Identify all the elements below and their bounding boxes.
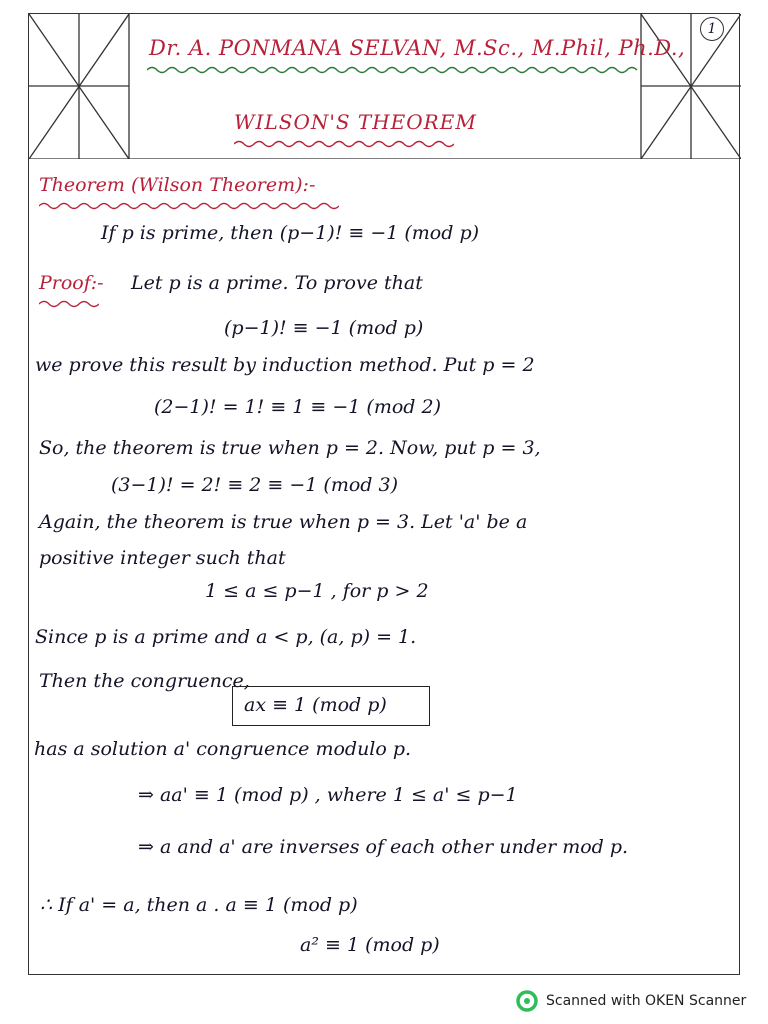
theorem-heading-underline: [39, 200, 339, 212]
line-has-solution: has a solution a' congruence modulo p.: [34, 738, 412, 760]
line-again: Again, the theorem is true when p = 3. Let 'a' be a: [39, 511, 528, 533]
title-underline: [234, 138, 454, 150]
line-since: Since p is a prime and a < p, (a, p) = 1.: [35, 626, 417, 648]
document-title: WILSON'S THEOREM: [234, 110, 477, 134]
equation-range: 1 ≤ a ≤ p−1 , for p > 2: [205, 580, 429, 602]
equation-p3: (3−1)! = 2! ≡ 2 ≡ −1 (mod 3): [111, 474, 398, 496]
line-so: So, the theorem is true when p = 2. Now, put p = 3,: [39, 437, 541, 459]
proof-label: Proof:-: [39, 272, 104, 294]
notebook-page: [28, 13, 740, 975]
equation-implies-2: ⇒ a and a' are inverses of each other under mod p.: [138, 836, 629, 858]
scanner-footer: [516, 989, 746, 1013]
line-then: Then the congruence,: [39, 670, 250, 692]
proof-label-underline: [39, 298, 99, 310]
author-underline: [147, 64, 647, 76]
equation-implies-1: ⇒ aa' ≡ 1 (mod p) , where 1 ≤ a' ≤ p−1: [138, 784, 518, 806]
line-positive: positive integer such that: [39, 547, 286, 569]
line-if: ∴ If a' = a, then a . a ≡ 1 (mod p): [40, 894, 358, 916]
oken-scanner-logo-icon: [516, 990, 538, 1012]
theorem-heading: Theorem (Wilson Theorem):-: [39, 174, 316, 196]
equation-main: (p−1)! ≡ −1 (mod p): [224, 317, 424, 339]
equation-p2: (2−1)! = 1! ≡ 1 ≡ −1 (mod 2): [154, 396, 441, 418]
equation-boxed: ax ≡ 1 (mod p): [244, 694, 387, 716]
page-number: 1: [700, 17, 724, 41]
line-induction: we prove this result by induction method. Put p = 2: [35, 354, 535, 376]
author-name: Dr. A. PONMANA SELVAN, M.Sc., M.Phil, Ph.D.,: [149, 36, 686, 60]
proof-intro: Let p is a prime. To prove that: [131, 272, 423, 294]
theorem-statement: If p is prime, then (p−1)! ≡ −1 (mod p): [101, 222, 480, 244]
equation-square: a² ≡ 1 (mod p): [300, 934, 440, 956]
scanner-text: Scanned with OKEN Scanner: [546, 993, 747, 1009]
